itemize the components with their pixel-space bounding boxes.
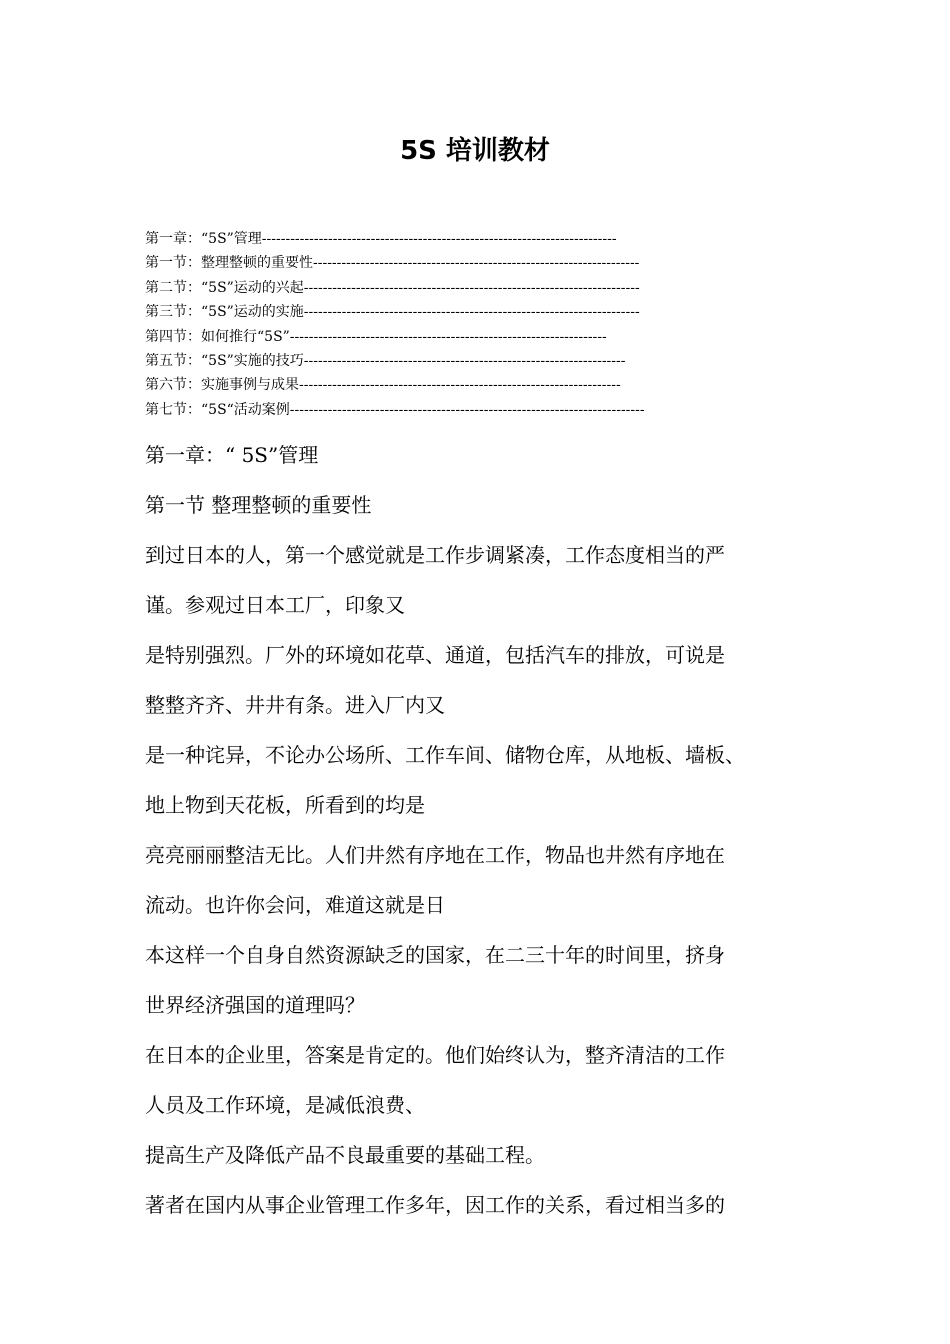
toc-entry: 第一章：“5S”管理--------------------------------------------------------------------------- <box>145 231 617 247</box>
body-line: 是特别强烈。厂外的环境如花草、通道，包括汽车的排放，可说是 <box>145 643 725 667</box>
body-line: 流动。也许你会问，难道这就是日 <box>145 893 445 917</box>
body-line: 世界经济强国的道理吗？ <box>145 993 365 1017</box>
toc-entry: 第二节：“5S”运动的兴起----------------------------------------------------------------------- <box>145 279 640 296</box>
toc-entry: 第三节：“5S”运动的实施----------------------------------------------------------------------- <box>145 304 640 321</box>
body-line: 本这样一个自身自然资源缺乏的国家，在二三十年的时间里，挤身 <box>145 943 725 967</box>
body-line: 亮亮丽丽整洁无比。人们井然有序地在工作，物品也井然有序地在 <box>145 843 725 867</box>
toc-entry: 第四节：如何推行“5S”------------------------------------------------------------------- <box>145 328 607 345</box>
section-heading: 第一节 整理整顿的重要性 <box>145 493 372 517</box>
toc-entry: 第一节：整理整顿的重要性--------------------------------------------------------------------- <box>145 255 640 272</box>
body-line: 在日本的企业里，答案是肯定的。他们始终认为，整齐清洁的工作 <box>145 1043 725 1067</box>
table-of-contents <box>145 227 825 422</box>
body-line: 著者在国内从事企业管理工作多年，因工作的关系，看过相当多的 <box>145 1193 725 1217</box>
body-line: 地上物到天花板，所看到的均是 <box>145 793 425 817</box>
document-body <box>145 430 845 1230</box>
body-line: 整整齐齐、井井有条。进入厂内又 <box>145 693 445 717</box>
body-line: 到过日本的人，第一个感觉就是工作步调紧凑，工作态度相当的严 <box>145 543 725 567</box>
body-line: 人员及工作环境，是减低浪费、 <box>145 1093 425 1117</box>
body-line: 谨。参观过日本工厂，印象又 <box>145 593 405 617</box>
body-line: 提高生产及降低产品不良最重要的基础工程。 <box>145 1143 545 1167</box>
chapter-heading: 第一章：“ 5S”管理 <box>145 443 319 467</box>
document-title: 5S 培训教材 <box>400 136 550 166</box>
toc-entry: 第六节：实施事例与成果-------------------------------------------------------------------- <box>145 377 621 394</box>
toc-entry: 第五节：“5S”实施的技巧-------------------------------------------------------------------- <box>145 353 626 370</box>
toc-entry: 第七节：“5S“活动案例--------------------------------------------------------------------------- <box>145 401 645 418</box>
body-line: 是一种诧异，不论办公场所、工作车间、储物仓库，从地板、墙板、 <box>145 743 745 767</box>
